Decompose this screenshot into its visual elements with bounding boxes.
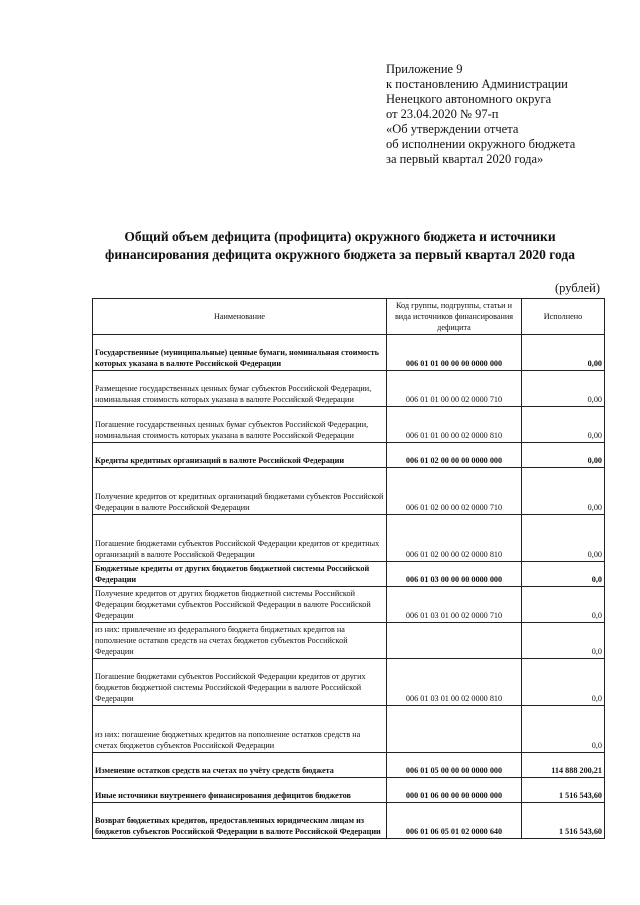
row-name: Получение кредитов от других бюджетов бюджетной системы Российской Федерации бюджетами субъектов Российской Федерации в валюте Российской Федерации	[93, 587, 387, 623]
annex-line: Ненецкого автономного округа	[386, 92, 552, 106]
table-row	[93, 468, 605, 515]
table-row	[93, 778, 605, 803]
table-row	[93, 443, 605, 468]
row-value: 0,00	[522, 468, 605, 515]
row-name: Государственные (муниципальные) ценные бумаги, номинальная стоимость которых указана в валюте Российской Федерации	[93, 335, 387, 371]
table-row	[93, 407, 605, 443]
table-row	[93, 659, 605, 706]
row-value: 0,00	[522, 407, 605, 443]
table-row	[93, 515, 605, 562]
row-value: 0,0	[522, 706, 605, 753]
row-name: Погашение бюджетами субъектов Российской Федерации кредитов от других бюджетов бюджетной системы Российской Федерации в валюте Российской Федерации	[93, 659, 387, 706]
annex-line: «Об утверждении отчета	[386, 122, 519, 136]
table-row	[93, 803, 605, 839]
table-row	[93, 335, 605, 371]
row-name: Иные источники внутреннего финансирования дефицитов бюджетов	[93, 778, 387, 803]
row-value: 0,00	[522, 515, 605, 562]
row-value: 1 516 543,60	[522, 778, 605, 803]
document-title: Общий объем дефицита (профицита) окружного бюджета и источники финансирования дефицита окружного бюджета за первый квартал 2020 года	[105, 229, 575, 262]
row-name: Размещение государственных ценных бумаг субъектов Российской Федерации, номинальная стоимость которых указана в валюте Российской Федерации	[93, 371, 387, 407]
row-name: Погашение бюджетами субъектов Российской Федерации кредитов от кредитных организаций в валюте Российской Федерации	[93, 515, 387, 562]
row-code: 006 01 02 00 00 02 0000 710	[387, 468, 522, 515]
row-code: 006 01 03 01 00 02 0000 710	[387, 587, 522, 623]
annex-line: от 23.04.2020 № 97-п	[386, 107, 499, 121]
row-code: 006 01 01 00 00 00 0000 000	[387, 335, 522, 371]
row-name: Получение кредитов от кредитных организаций бюджетами субъектов Российской Федерации в валюте Российской Федерации	[93, 468, 387, 515]
row-value: 1 516 543,60	[522, 803, 605, 839]
row-value: 0,0	[522, 587, 605, 623]
row-name: из них: погашение бюджетных кредитов на пополнение остатков средств на счетах бюджетов субъектов Российской Федерации	[93, 706, 387, 753]
row-code: 006 01 03 01 00 02 0000 810	[387, 659, 522, 706]
row-name: Изменение остатков средств на счетах по учёту средств бюджета	[93, 753, 387, 778]
row-name: Кредиты кредитных организаций в валюте Российской Федерации	[93, 443, 387, 468]
row-name: Возврат бюджетных кредитов, предоставленных юридическим лицам из бюджетов субъектов Российской Федерации в валюте Российской Федерации	[93, 803, 387, 839]
row-value: 0,0	[522, 562, 605, 587]
row-code	[387, 623, 522, 659]
table-row	[93, 753, 605, 778]
header-code: Код группы, подгруппы, статьи и вида источников финансирования дефицита	[387, 299, 522, 335]
row-name: из них: привлечение из федерального бюджета бюджетных кредитов на пополнение остатков средств на счетах бюджетов субъектов Российской Федерации	[93, 623, 387, 659]
annex-line: к постановлению Администрации	[386, 77, 568, 91]
row-value: 114 888 200,21	[522, 753, 605, 778]
table-row	[93, 623, 605, 659]
row-code: 006 01 01 00 00 02 0000 810	[387, 407, 522, 443]
annex-line: за первый квартал 2020 года»	[386, 152, 544, 166]
row-code: 006 01 03 00 00 00 0000 000	[387, 562, 522, 587]
row-code: 006 01 02 00 00 00 0000 000	[387, 443, 522, 468]
row-value: 0,00	[522, 443, 605, 468]
row-value: 0,0	[522, 659, 605, 706]
row-code: 006 01 05 00 00 00 0000 000	[387, 753, 522, 778]
table-row	[93, 587, 605, 623]
row-code: 006 01 02 00 00 02 0000 810	[387, 515, 522, 562]
annex-header	[386, 62, 626, 167]
row-value: 0,00	[522, 371, 605, 407]
row-code: 000 01 06 00 00 00 0000 000	[387, 778, 522, 803]
row-name: Погашение государственных ценных бумаг субъектов Российской Федерации, номинальная стоимость которых указана в валюте Российской Федерации	[93, 407, 387, 443]
row-code	[387, 706, 522, 753]
header-value: Исполнено	[522, 299, 605, 335]
row-value: 0,0	[522, 623, 605, 659]
unit-label: (рублей)	[554, 281, 600, 295]
table-row	[93, 562, 605, 587]
row-code: 006 01 01 00 00 02 0000 710	[387, 371, 522, 407]
budget-table	[92, 298, 605, 839]
annex-line: об исполнении окружного бюджета	[386, 137, 576, 151]
table-header-row	[93, 299, 605, 335]
header-name: Наименование	[93, 299, 387, 335]
row-value: 0,00	[522, 335, 605, 371]
row-code: 006 01 06 05 01 02 0000 640	[387, 803, 522, 839]
annex-line: Приложение 9	[386, 62, 463, 76]
table-row	[93, 371, 605, 407]
table-row	[93, 706, 605, 753]
row-name: Бюджетные кредиты от других бюджетов бюджетной системы Российской Федерации	[93, 562, 387, 587]
